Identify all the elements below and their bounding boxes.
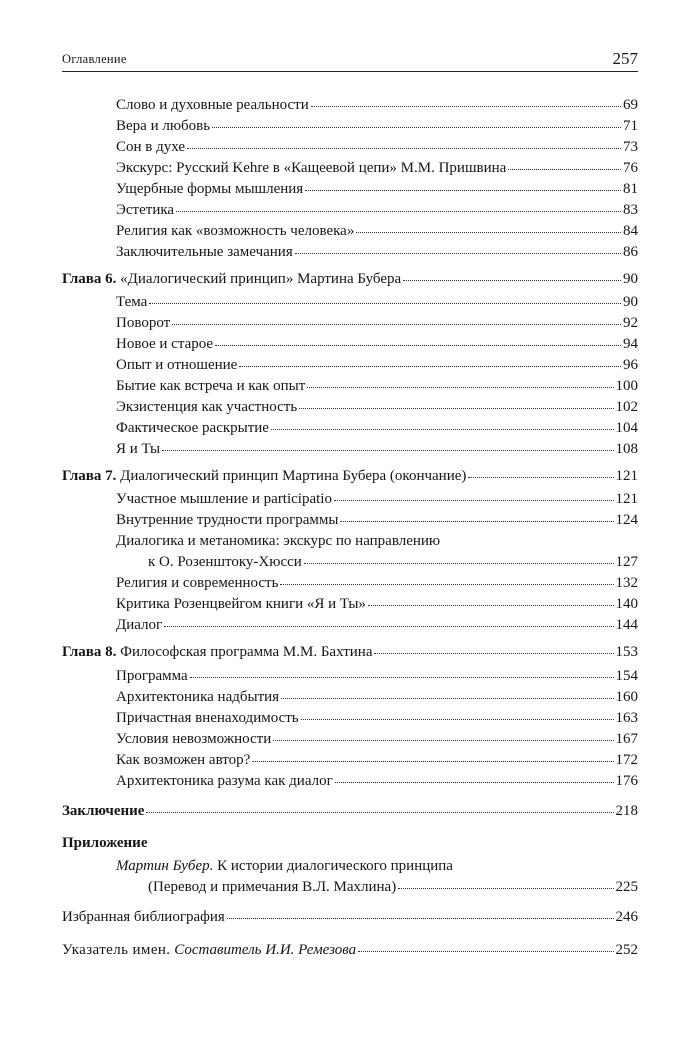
chapter-name: Философская программа М.М. Бахтина <box>120 644 373 660</box>
toc-entry-page: 108 <box>615 441 638 457</box>
leader-dots <box>187 148 621 149</box>
toc-entry-label: Экскурс: Русский Kehre в «Кащеевой цепи» М.М. Пришвина <box>116 160 507 176</box>
leader-dots <box>299 408 613 409</box>
leader-dots <box>215 345 621 346</box>
leader-dots <box>280 584 613 585</box>
toc-entry-label: Сон в духе <box>116 139 186 155</box>
toc-entry-page: 176 <box>615 773 638 789</box>
leader-dots <box>398 888 613 889</box>
toc-entry[interactable] <box>116 509 638 531</box>
toc-entry-page: 104 <box>615 420 638 436</box>
leader-dots <box>252 761 613 762</box>
toc-entry-page: 69 <box>623 97 638 113</box>
leader-dots <box>146 812 613 813</box>
toc-entry-page: 96 <box>623 357 638 373</box>
toc-entry[interactable] <box>116 157 638 179</box>
leader-dots <box>239 366 621 367</box>
toc-entry-page: 172 <box>615 752 638 768</box>
toc-entry[interactable] <box>116 396 638 418</box>
toc-entry-page: 84 <box>623 223 638 239</box>
appendix-entry-line1[interactable] <box>116 855 638 877</box>
index-compiler: Составитель И.И. Ремезова <box>174 942 357 958</box>
leader-dots <box>212 127 621 128</box>
leader-dots <box>508 169 621 170</box>
running-title: Оглавление <box>62 52 127 66</box>
appendix-title: Приложение <box>62 835 148 851</box>
toc-entry-label: Условия невозможности <box>116 731 272 747</box>
toc-entry[interactable] <box>116 488 638 510</box>
toc-entry[interactable] <box>116 291 638 313</box>
toc-entry-label: Внутренние трудности программы <box>116 512 339 528</box>
toc-entry-page: 132 <box>615 575 638 591</box>
toc-entry-page: 94 <box>623 336 638 352</box>
toc-entry-page: 81 <box>623 181 638 197</box>
toc-entry-page: 160 <box>615 689 638 705</box>
index-label: Указатель имен. <box>62 942 171 958</box>
toc-entry-label: Вера и любовь <box>116 118 211 134</box>
toc-entry[interactable] <box>116 178 638 200</box>
toc-entry-label <box>62 939 356 961</box>
toc-entry-label: Критика Розенцвейгом книги «Я и Ты» <box>116 596 366 612</box>
toc-entry[interactable] <box>116 749 638 771</box>
running-head <box>62 48 638 70</box>
toc-entry-label: Ущербные формы мышления <box>116 181 304 197</box>
toc-entry-page: 90 <box>623 294 638 310</box>
index-entry[interactable] <box>62 939 638 961</box>
toc-entry[interactable] <box>116 686 638 708</box>
toc-entry-page: 92 <box>623 315 638 331</box>
toc-entry[interactable] <box>116 199 638 221</box>
leader-dots <box>281 698 613 699</box>
toc-entry-label: Заключение <box>62 803 145 819</box>
leader-dots <box>301 719 614 720</box>
toc-entry-label: Тема <box>116 294 148 310</box>
toc-entry[interactable] <box>116 94 638 116</box>
toc-entry-page: 102 <box>615 399 638 415</box>
bibliography-entry[interactable] <box>62 906 638 928</box>
toc-entry-label: Эстетика <box>116 202 175 218</box>
toc-entry-page: 71 <box>623 118 638 134</box>
toc-entry-page: 121 <box>615 468 638 484</box>
toc-entry-label: Фактическое раскрытие <box>116 420 269 436</box>
leader-dots <box>176 211 621 212</box>
conclusion-entry[interactable] <box>62 800 638 822</box>
toc-entry-page: 124 <box>615 512 638 528</box>
leader-dots <box>271 429 614 430</box>
leader-dots <box>468 477 613 478</box>
toc-entry-page: 127 <box>615 554 638 570</box>
appendix-heading <box>62 832 638 854</box>
toc-entry[interactable] <box>116 333 638 355</box>
chapter-prefix: Глава 7. <box>62 468 117 484</box>
toc-entry[interactable] <box>116 707 638 729</box>
toc-entry-label: Причастная вненаходимость <box>116 710 299 726</box>
toc-entry-page: 100 <box>615 378 638 394</box>
toc-entry-page: 225 <box>615 879 638 895</box>
chapter-title <box>62 465 466 487</box>
toc-entry-page: 73 <box>623 139 638 155</box>
toc-entry-page: 218 <box>615 803 638 819</box>
leader-dots <box>273 740 613 741</box>
toc-entry[interactable] <box>116 312 638 334</box>
leader-dots <box>356 232 621 233</box>
leader-dots <box>334 500 614 501</box>
leader-dots <box>149 303 621 304</box>
toc-entry-label: Поворот <box>116 315 171 331</box>
toc-entry[interactable] <box>116 375 638 397</box>
toc-entry-label: Религия как «возможность человека» <box>116 223 355 239</box>
toc-entry-page: 86 <box>623 244 638 260</box>
leader-dots <box>340 521 613 522</box>
leader-dots <box>295 253 621 254</box>
toc-entry-label: Опыт и отношение <box>116 357 238 373</box>
appendix-author: Мартин Бубер. <box>116 858 214 874</box>
toc-entry-page: 83 <box>623 202 638 218</box>
leader-dots <box>311 106 621 107</box>
toc-entry[interactable] <box>116 665 638 687</box>
appendix-entry-line2[interactable] <box>148 876 638 898</box>
toc-entry-page: 140 <box>615 596 638 612</box>
toc-entry-label: Как возможен автор? <box>116 752 251 768</box>
chapter-name: «Диалогический принцип» Мартина Бубера <box>120 271 402 287</box>
leader-dots <box>162 450 613 451</box>
toc-entry-label: Архитектоника разума как диалог <box>116 773 333 789</box>
toc-entry-label: Программа <box>116 668 188 684</box>
toc-entry-page: 167 <box>615 731 638 747</box>
toc-entry[interactable] <box>116 614 638 636</box>
toc-entry-wrapped-line2[interactable] <box>148 551 638 573</box>
appendix-entry-title: К истории диалогического принципа <box>217 858 453 874</box>
toc-entry[interactable] <box>116 770 638 792</box>
chapter-name: Диалогический принцип Мартина Бубера (окончание) <box>120 468 467 484</box>
leader-dots <box>307 387 613 388</box>
toc-entry[interactable] <box>116 115 638 137</box>
toc-entry-page: 252 <box>615 942 638 958</box>
page-number: 257 <box>612 49 638 68</box>
toc-entry-page: 76 <box>623 160 638 176</box>
toc-entry-label: Экзистенция как участность <box>116 399 298 415</box>
toc-entry-label: Бытие как встреча и как опыт <box>116 378 306 394</box>
toc-entry[interactable] <box>116 417 638 439</box>
toc-entry-label: Диалог <box>116 617 163 633</box>
toc-entry-page: 246 <box>615 909 638 925</box>
leader-dots <box>227 918 614 919</box>
chapter-prefix: Глава 6. <box>62 271 117 287</box>
toc-entry-label: Я и Ты <box>116 441 161 457</box>
toc-entry-page: 90 <box>623 271 638 287</box>
chapter-title <box>62 268 401 290</box>
toc-entry-label: Религия и современность <box>116 575 279 591</box>
leader-dots <box>164 626 613 627</box>
leader-dots <box>335 782 614 783</box>
toc-entry-label: Слово и духовные реальности <box>116 97 309 113</box>
chapter-7-heading[interactable] <box>62 465 638 487</box>
toc-entry-page: 121 <box>615 491 638 507</box>
toc-entry-page: 144 <box>615 617 638 633</box>
chapter-6-heading[interactable] <box>62 268 638 290</box>
toc-entry[interactable] <box>116 136 638 158</box>
toc-entry-label: Избранная библиография <box>62 909 225 925</box>
leader-dots <box>190 677 614 678</box>
toc-entry-label: Новое и старое <box>116 336 214 352</box>
toc-entry-label: Участное мышление и participatio <box>116 491 332 507</box>
toc-entry-page: 154 <box>615 668 638 684</box>
toc-entry-label: Диалогика и метаномика: экскурс по направлению <box>116 533 441 549</box>
toc-entry-wrapped-line1[interactable] <box>116 530 638 552</box>
toc-entry[interactable] <box>116 220 638 242</box>
toc-entry[interactable] <box>116 354 638 376</box>
chapter-prefix: Глава 8. <box>62 644 117 660</box>
header-rule <box>62 71 638 72</box>
leader-dots <box>358 951 613 952</box>
toc-entry[interactable] <box>116 593 638 615</box>
leader-dots <box>172 324 621 325</box>
chapter-title <box>62 641 372 663</box>
toc-entry[interactable] <box>116 728 638 750</box>
toc-entry-label: Архитектоника надбытия <box>116 689 280 705</box>
leader-dots <box>305 190 621 191</box>
toc-entry-label: к О. Розенштоку-Хюсси <box>148 554 302 570</box>
toc-entry[interactable] <box>116 438 638 460</box>
toc-entry-page: 163 <box>615 710 638 726</box>
leader-dots <box>403 280 621 281</box>
leader-dots <box>374 653 613 654</box>
toc-entry-label: Заключительные замечания <box>116 244 293 260</box>
leader-dots <box>368 605 614 606</box>
chapter-8-heading[interactable] <box>62 641 638 663</box>
appendix-entry-subtitle: (Перевод и примечания В.Л. Махлина) <box>148 879 397 895</box>
toc-entry-page: 153 <box>615 644 638 660</box>
toc-entry[interactable] <box>116 572 638 594</box>
leader-dots <box>304 563 614 564</box>
toc-entry[interactable] <box>116 241 638 263</box>
